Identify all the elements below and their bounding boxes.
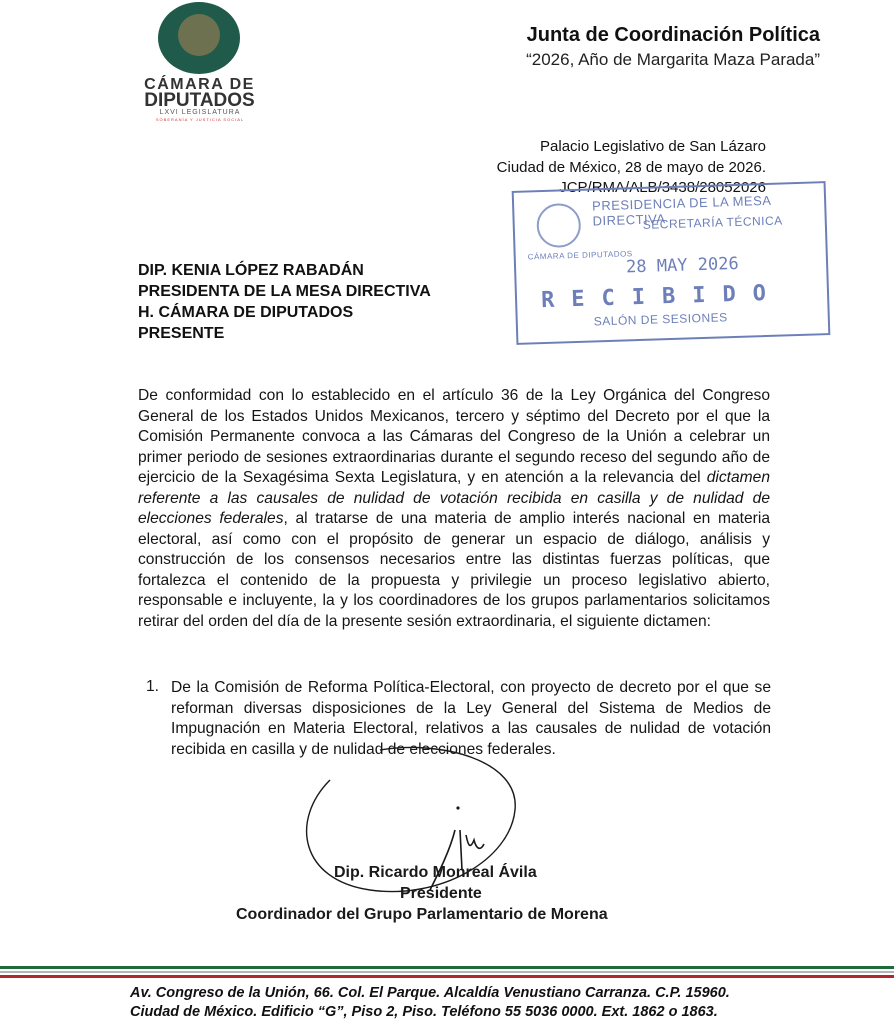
stamp-secretaria: SECRETARÍA TÉCNICA	[642, 213, 783, 232]
body-paragraph	[138, 386, 770, 632]
place-line: Palacio Legislativo de San Lázaro	[540, 138, 766, 155]
received-stamp	[512, 181, 831, 345]
footer-rule-red	[0, 975, 894, 978]
stamp-logo-text: CÁMARA DE DIPUTADOS	[527, 249, 633, 262]
stamp-presidency: PRESIDENCIA DE LA MESA DIRECTIVA	[591, 192, 771, 229]
recipient-name: DIP. KENIA LÓPEZ RABADÁN	[138, 262, 364, 279]
list-item-number: 1.	[146, 678, 160, 695]
footer-rule-green	[0, 966, 894, 969]
date-line: Ciudad de México, 28 de mayo de 2026.	[496, 159, 766, 176]
recipient-position: PRESIDENTA DE LA MESA DIRECTIVA	[138, 283, 431, 300]
body-text-italic: dictamen referente a las causales de nulidad de votación recibida en casilla y de nulidad de elecciones federales	[138, 469, 770, 527]
header-subtitle: “2026, Año de Margarita Maza Parada”	[526, 50, 820, 69]
recipient-presente: PRESENTE	[138, 325, 225, 342]
stamp-room: SALÓN DE SESIONES	[593, 310, 728, 329]
body-text-part3: , al tratarse de una materia de amplio interés nacional en materia electoral, así como con el propósito de generar un espacio de diálogo, análisis y construcción de los consensos necesarios entre las distintas fuerzas políticas, que fortalezca el contenido de la propuesta y privilegie un proceso legislativo abierto, responsable e incluyente, la y los coordinadores de los grupos parlamentarios solicitamos retirar del orden del día de la presente sesión extraordinaria, el siguiente dictamen:	[138, 510, 770, 630]
eagle-emblem-icon	[178, 14, 220, 56]
logo-text-diputados: DIPUTADOS	[144, 90, 255, 111]
body-text-part1: De conformidad con lo establecido en el artículo 36 de la Ley Orgánica del Congreso General de los Estados Unidos Mexicanos, tercero y séptimo del Decreto por el que la Comisión Permanente convoca a las Cámaras del Congreso de la Unión a celebrar un primer periodo de sesiones extraordinarias durante el segundo receso del segundo año de ejercicio de la Sexagésima Sexta Legislatura, y en atención a la relevancia del	[138, 387, 770, 486]
reference-number: JCP/RMA/ALB/3438/28052026	[559, 179, 766, 196]
footer-address-line2: Ciudad de México. Edificio “G”, Piso 2, Piso. Teléfono 55 5036 0000. Ext. 1862 o 1863.	[130, 1004, 718, 1020]
footer-rule-gray	[0, 971, 894, 973]
logo-text-legislatura: LXVI LEGISLATURA	[159, 109, 241, 116]
logo-text-motto: SOBERANÍA Y JUSTICIA SOCIAL	[155, 117, 245, 122]
signature-coordinator: Coordinador del Grupo Parlamentario de Morena	[236, 906, 608, 923]
recipient-chamber: H. CÁMARA DE DIPUTADOS	[138, 304, 354, 321]
list-item-text: De la Comisión de Reforma Política-Electoral, con proyecto de decreto por el que se reforman diversas disposiciones de la Ley General del Sistema de Medios de Impugnación en Materia Electoral, relativos a las causales de nulidad de votación recibida en casilla y de nulidad de elecciones federales.	[171, 679, 771, 758]
header-title: Junta de Coordinación Política	[526, 24, 820, 46]
signature-role: Presidente	[400, 885, 482, 902]
footer-address-line1: Av. Congreso de la Unión, 66. Col. El Parque. Alcaldía Venustiano Carranza. C.P. 15960.	[130, 985, 730, 1001]
stamp-received: RECIBIDO	[540, 280, 784, 314]
stamp-seal-icon	[536, 203, 581, 248]
logo-text-camara: CÁMARA DE	[144, 76, 255, 93]
signature-name: Dip. Ricardo Monreal Ávila	[334, 864, 537, 881]
stamp-date: 28 MAY 2026	[625, 253, 739, 278]
